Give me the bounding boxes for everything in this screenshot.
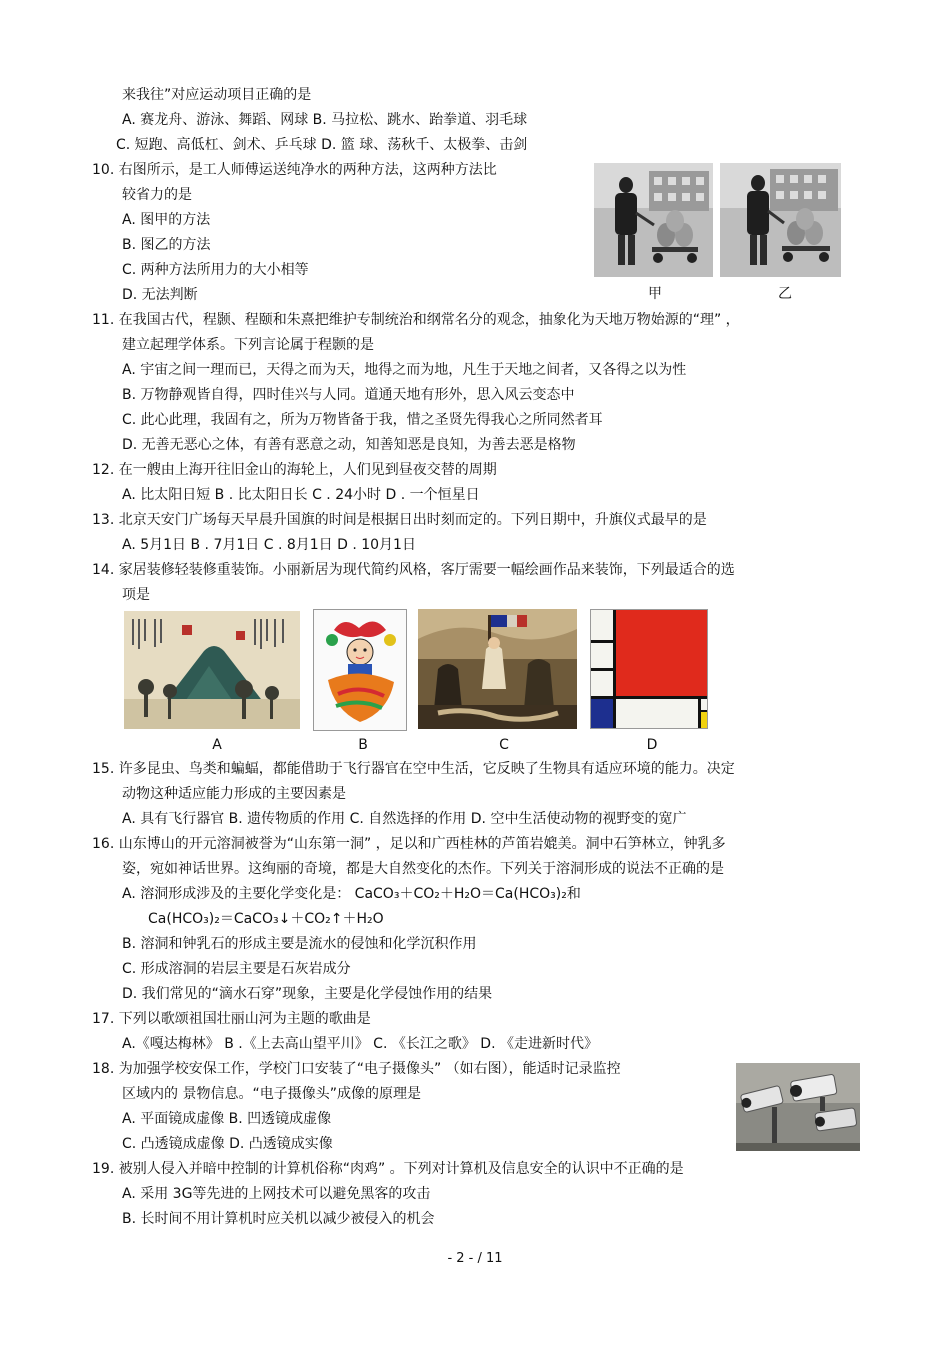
text-line: 10. 右图所示，是工人师傅运送纯净水的两种方法，这两种方法比 [92,162,497,178]
text-line: 较省力的是 [122,187,192,203]
text-line: A. 具有飞行器官 B. 遗传物质的作用 C. 自然选择的作用 D. 空中生活使动物的视野变的宽广 [122,811,687,827]
text-line: A. 比太阳日短 B . 比太阳日长 C . 24小时 D . 一个恒星日 [122,487,480,503]
text-line: 17. 下列以歌颂祖国壮丽山河为主题的歌曲是 [92,1011,371,1027]
text-line: A. 采用 3G等先进的上网技术可以避免黑客的攻击 [122,1186,431,1202]
text-line: 12. 在一艘由上海开往旧金山的海轮上，人们见到昼夜交替的周期 [92,462,497,478]
text-line: 16. 山东博山的开元溶洞被誉为“山东第一洞” ，足以和广西桂林的芦笛岩媲美。洞中石笋林立，钟乳多 [92,836,726,852]
text-line: D. 我们常见的“滴水石穿”现象，主要是化学侵蚀作用的结果 [122,986,493,1002]
text-line: 14. 家居装修轻装修重装饰。小丽新居为现代简约风格，客厅需要一幅绘画作品来装饰，下列最适合的选 [92,562,735,578]
page-number: - 2 - / 11 [447,1251,503,1266]
text-line: A. 溶洞形成涉及的主要化学变化是： CaCO₃＋CO₂＋H₂O＝Ca(HCO₃)₂和 [122,886,581,902]
text-line: Ca(HCO₃)₂＝CaCO₃↓＋CO₂↑＋H₂O [148,911,384,927]
text-line: 姿，宛如神话世界。这绚丽的奇境，都是大自然变化的杰作。下列关于溶洞形成的说法不正确的是 [122,861,724,877]
text-line: B. 长时间不用计算机时应关机以减少被侵入的机会 [122,1211,435,1227]
text-line: C. 此心此理，我固有之，所为万物皆备于我，惜之圣贤先得我心之所同然者耳 [122,412,603,428]
text-line: A. 赛龙舟、游泳、舞蹈、网球 B. 马拉松、跳水、跆拳道、羽毛球 [122,112,528,128]
figure-caption-yi: 乙 [778,286,792,302]
text-line: 项是 [122,587,150,603]
text-line: 19. 被别人侵入并暗中控制的计算机俗称“肉鸡” 。下列对计算机及信息安全的认识中不正确的是 [92,1161,684,1177]
figure-caption-d: D [646,737,658,753]
text-line: A. 宇宙之间一理而已，天得之而为天，地得之而为地，凡生于天地之间者，又各得之以为性 [122,362,687,378]
text-line: B. 溶洞和钟乳石的形成主要是流水的侵蚀和化学沉积作用 [122,936,477,952]
painting-mondrian [590,609,708,729]
photo-security-camera [736,1063,860,1151]
text-line: 动物这种适应能力形成的主要因素是 [122,786,346,802]
text-line: D. 无善无恶心之体，有善有恶意之动，知善知恶是良知，为善去恶是格物 [122,437,576,453]
text-line: 建立起理学体系。下列言论属于程颢的是 [122,337,374,353]
text-line: 来我往”对应运动项目正确的是 [122,87,312,103]
text-line: 13. 北京天安门广场每天早晨升国旗的时间是根据日出时刻而定的。下列日期中，升旗仪式最早的是 [92,512,707,528]
painting-folk-child [313,609,407,731]
figure-caption-c: C [499,737,509,753]
text-line: A. 图甲的方法 [122,212,211,228]
photo-worker-cart-jia [594,163,713,277]
text-line: C. 形成溶洞的岩层主要是石灰岩成分 [122,961,351,977]
text-line: A. 5月1日 B . 7月1日 C . 8月1日 D . 10月1日 [122,537,416,553]
text-line: 区域内的 景物信息。“电子摄像头”成像的原理是 [122,1086,421,1102]
text-line: 11. 在我国古代，程颢、程颐和朱熹把维护专制统治和纲常名分的观念，抽象化为天地万物始源的“理” ， [92,312,740,328]
text-line: A.《嘎达梅林》 B .《上去高山望平川》 C. 《长江之歌》 D. 《走进新时代》 [122,1036,598,1052]
text-line: 15. 许多昆虫、鸟类和蝙蝠，都能借助于飞行器官在空中生活，它反映了生物具有适应环境的能力。决定 [92,761,735,777]
text-line: A. 平面镜成虚像 B. 凹透镜成虚像 [122,1111,332,1127]
text-line: 18. 为加强学校安保工作，学校门口安装了“电子摄像头” （如右图），能适时记录监控 [92,1061,621,1077]
text-line: C. 短跑、高低杠、剑术、乒乓球 D. 篮 球、荡秋千、太极拳、击剑 [116,137,528,153]
text-line: C. 凸透镜成虚像 D. 凸透镜成实像 [122,1136,333,1152]
text-line: D. 无法判断 [122,287,198,303]
painting-liberty [418,609,577,729]
photo-worker-cart-yi [720,163,841,277]
painting-landscape [124,611,300,729]
figure-caption-a: A [212,737,222,753]
figure-caption-b: B [358,737,368,753]
text-line: B. 万物静观皆自得，四时佳兴与人同。道通天地有形外，思入风云变态中 [122,387,575,403]
text-line: C. 两种方法所用力的大小相等 [122,262,309,278]
figure-caption-jia: 甲 [648,286,662,302]
text-line: B. 图乙的方法 [122,237,211,253]
